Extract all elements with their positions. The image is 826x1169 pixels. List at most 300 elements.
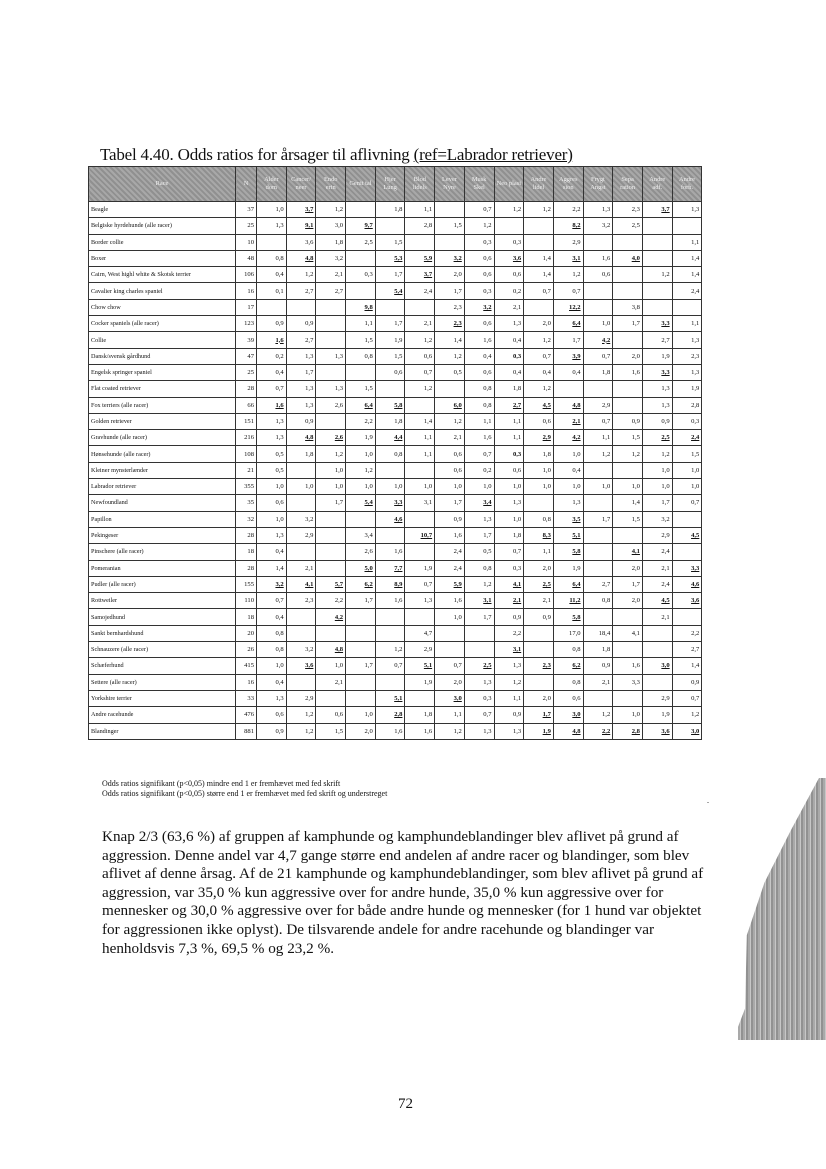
odds-cell: 1,0 bbox=[464, 479, 494, 495]
odds-cell: 0,7 bbox=[553, 283, 583, 299]
odds-cell bbox=[346, 202, 376, 218]
race-name-cell: Settere (alle racer) bbox=[89, 674, 236, 690]
odds-cell: 2,7 bbox=[316, 283, 346, 299]
odds-cell: 1,6 bbox=[583, 250, 613, 266]
count-cell: 37 bbox=[236, 202, 257, 218]
odds-cell: 8,9 bbox=[375, 576, 405, 592]
odds-cell: 0,6 bbox=[435, 462, 465, 478]
odds-cell: 0,7 bbox=[494, 544, 524, 560]
odds-cell: 0,7 bbox=[672, 690, 702, 706]
odds-cell: 3,2 bbox=[583, 218, 613, 234]
odds-cell: 2,1 bbox=[316, 267, 346, 283]
odds-cell bbox=[642, 234, 672, 250]
odds-cell: 1,4 bbox=[672, 250, 702, 266]
table-row bbox=[89, 462, 702, 478]
odds-cell: 0,3 bbox=[494, 348, 524, 364]
odds-cell: 6,2 bbox=[553, 658, 583, 674]
odds-cell: 1,0 bbox=[435, 609, 465, 625]
odds-cell bbox=[583, 495, 613, 511]
odds-cell: 2,3 bbox=[613, 202, 643, 218]
race-name-cell: Papillon bbox=[89, 511, 236, 527]
odds-cell: 2,9 bbox=[286, 527, 316, 543]
odds-cell bbox=[672, 511, 702, 527]
odds-cell: 1,0 bbox=[346, 446, 376, 462]
odds-cell: 0,6 bbox=[316, 707, 346, 723]
odds-cell: 1,6 bbox=[257, 332, 287, 348]
odds-cell: 1,8 bbox=[316, 234, 346, 250]
table-row bbox=[89, 234, 702, 250]
odds-cell: 1,2 bbox=[286, 723, 316, 739]
odds-cell: 1,5 bbox=[316, 723, 346, 739]
table-row bbox=[89, 364, 702, 380]
odds-cell: 0,6 bbox=[257, 707, 287, 723]
odds-cell: 3,2 bbox=[642, 511, 672, 527]
odds-cell: 1,3 bbox=[286, 381, 316, 397]
odds-cell bbox=[405, 299, 435, 315]
count-cell: 151 bbox=[236, 413, 257, 429]
race-name-cell: Engelsk springer spaniel bbox=[89, 364, 236, 380]
odds-cell bbox=[346, 625, 376, 641]
odds-cell: 1,3 bbox=[405, 593, 435, 609]
odds-cell: 1,3 bbox=[672, 364, 702, 380]
odds-cell: 1,0 bbox=[553, 479, 583, 495]
odds-cell: 2,9 bbox=[524, 430, 554, 446]
odds-cell: 0,7 bbox=[405, 364, 435, 380]
odds-cell: 4,5 bbox=[642, 593, 672, 609]
table-row bbox=[89, 576, 702, 592]
count-cell: 155 bbox=[236, 576, 257, 592]
odds-cell: 0,3 bbox=[672, 413, 702, 429]
odds-cell: 2,1 bbox=[583, 674, 613, 690]
odds-cell: 9,1 bbox=[286, 218, 316, 234]
odds-cell: 5,0 bbox=[346, 560, 376, 576]
odds-cell bbox=[583, 609, 613, 625]
odds-cell: 1,8 bbox=[494, 527, 524, 543]
odds-cell: 1,8 bbox=[583, 364, 613, 380]
odds-cell: 1,7 bbox=[583, 511, 613, 527]
odds-cell: 0,3 bbox=[494, 446, 524, 462]
odds-cell: 3,7 bbox=[286, 202, 316, 218]
odds-cell: 1,7 bbox=[613, 316, 643, 332]
race-name-cell: Hønsehunde (alle racer) bbox=[89, 446, 236, 462]
odds-cell: 1,6 bbox=[464, 332, 494, 348]
odds-cell: 2,7 bbox=[672, 642, 702, 658]
odds-cell: 0,2 bbox=[494, 283, 524, 299]
table-row bbox=[89, 560, 702, 576]
odds-cell bbox=[286, 609, 316, 625]
odds-cell: 1,3 bbox=[464, 511, 494, 527]
odds-cell: 1,0 bbox=[316, 658, 346, 674]
odds-cell bbox=[375, 462, 405, 478]
odds-cell: 6,0 bbox=[435, 397, 465, 413]
odds-cell: 3,2 bbox=[286, 511, 316, 527]
odds-cell: 1,2 bbox=[435, 413, 465, 429]
odds-cell: 1,0 bbox=[672, 462, 702, 478]
odds-cell bbox=[524, 495, 554, 511]
odds-cell bbox=[435, 625, 465, 641]
count-cell: 25 bbox=[236, 218, 257, 234]
odds-cell: 2,5 bbox=[346, 234, 376, 250]
odds-cell: 4,8 bbox=[553, 397, 583, 413]
count-cell: 881 bbox=[236, 723, 257, 739]
odds-cell: 2,6 bbox=[316, 397, 346, 413]
odds-cell: 2,1 bbox=[316, 674, 346, 690]
odds-cell: 0,9 bbox=[672, 674, 702, 690]
odds-cell bbox=[613, 462, 643, 478]
odds-cell: 0,5 bbox=[464, 544, 494, 560]
table-row bbox=[89, 723, 702, 739]
odds-cell: 2,1 bbox=[286, 560, 316, 576]
odds-cell: 2,1 bbox=[494, 299, 524, 315]
odds-cell: 1,1 bbox=[435, 707, 465, 723]
odds-cell: 1,5 bbox=[375, 348, 405, 364]
odds-cell: 0,6 bbox=[464, 364, 494, 380]
odds-cell: 1,2 bbox=[642, 267, 672, 283]
race-name-cell: Labrador retriever bbox=[89, 479, 236, 495]
odds-cell: 2,2 bbox=[553, 202, 583, 218]
odds-cell: 0,9 bbox=[642, 413, 672, 429]
odds-cell: 1,2 bbox=[405, 381, 435, 397]
odds-cell: 0,2 bbox=[464, 462, 494, 478]
odds-cell: 1,4 bbox=[405, 413, 435, 429]
odds-cell: 1,9 bbox=[375, 332, 405, 348]
odds-cell: 5,3 bbox=[375, 250, 405, 266]
odds-cell bbox=[613, 332, 643, 348]
odds-cell: 1,7 bbox=[346, 658, 376, 674]
odds-cell: 0,8 bbox=[257, 250, 287, 266]
odds-cell: 3,2 bbox=[435, 250, 465, 266]
odds-cell: 1,9 bbox=[553, 560, 583, 576]
odds-cell bbox=[316, 299, 346, 315]
odds-cell: 4,5 bbox=[524, 397, 554, 413]
odds-cell: 2,2 bbox=[346, 413, 376, 429]
column-header: Hjer Lung bbox=[375, 167, 405, 202]
odds-cell: 2,4 bbox=[435, 560, 465, 576]
odds-cell: 6,2 bbox=[346, 576, 376, 592]
odds-cell: 0,7 bbox=[583, 413, 613, 429]
odds-cell: 1,2 bbox=[553, 267, 583, 283]
odds-cell: 2,5 bbox=[524, 576, 554, 592]
odds-cell: 0,6 bbox=[405, 348, 435, 364]
odds-cell bbox=[346, 283, 376, 299]
odds-cell: 1,2 bbox=[346, 462, 376, 478]
table-row bbox=[89, 609, 702, 625]
table-row bbox=[89, 495, 702, 511]
odds-cell: 3,0 bbox=[316, 218, 346, 234]
odds-cell: 0,3 bbox=[346, 267, 376, 283]
race-name-cell: Rottweiler bbox=[89, 593, 236, 609]
odds-cell bbox=[346, 674, 376, 690]
odds-cell: 1,9 bbox=[405, 560, 435, 576]
odds-cell: 2,4 bbox=[672, 430, 702, 446]
odds-cell: 4,8 bbox=[316, 642, 346, 658]
odds-cell: 2,1 bbox=[405, 316, 435, 332]
odds-cell: 0,9 bbox=[286, 413, 316, 429]
count-cell: 32 bbox=[236, 511, 257, 527]
odds-cell bbox=[553, 381, 583, 397]
odds-cell: 1,1 bbox=[405, 202, 435, 218]
odds-cell: 5,4 bbox=[375, 283, 405, 299]
odds-cell: 1,8 bbox=[405, 707, 435, 723]
odds-cell: 5,9 bbox=[405, 250, 435, 266]
odds-cell bbox=[642, 625, 672, 641]
odds-cell bbox=[672, 299, 702, 315]
column-header: N bbox=[236, 167, 257, 202]
odds-cell: 1,8 bbox=[524, 446, 554, 462]
odds-cell: 1,1 bbox=[405, 430, 435, 446]
odds-cell: 1,7 bbox=[435, 495, 465, 511]
odds-cell: 2,3 bbox=[524, 658, 554, 674]
odds-cell bbox=[316, 332, 346, 348]
table-body bbox=[89, 202, 702, 740]
column-header: Andre lidel bbox=[524, 167, 554, 202]
odds-cell bbox=[286, 299, 316, 315]
odds-cell: 1,3 bbox=[257, 413, 287, 429]
odds-cell: 4,6 bbox=[375, 511, 405, 527]
table-row bbox=[89, 299, 702, 315]
column-header: Cancer/ neer bbox=[286, 167, 316, 202]
odds-cell: 0,9 bbox=[494, 707, 524, 723]
count-cell: 415 bbox=[236, 658, 257, 674]
odds-cell bbox=[346, 609, 376, 625]
odds-cell bbox=[346, 250, 376, 266]
table-row bbox=[89, 348, 702, 364]
odds-cell: 0,8 bbox=[464, 560, 494, 576]
odds-cell: 2,0 bbox=[524, 690, 554, 706]
odds-cell bbox=[316, 511, 346, 527]
odds-cell bbox=[583, 560, 613, 576]
odds-cell: 1,3 bbox=[316, 381, 346, 397]
odds-cell bbox=[583, 299, 613, 315]
odds-cell: 1,3 bbox=[583, 202, 613, 218]
odds-cell: 3,3 bbox=[613, 674, 643, 690]
odds-cell: 0,7 bbox=[464, 202, 494, 218]
odds-cell: 1,2 bbox=[464, 218, 494, 234]
odds-cell bbox=[613, 609, 643, 625]
count-cell: 28 bbox=[236, 527, 257, 543]
odds-cell: 1,9 bbox=[642, 348, 672, 364]
odds-cell: 1,2 bbox=[316, 446, 346, 462]
odds-cell: 3,0 bbox=[435, 690, 465, 706]
column-header: Andre adf. bbox=[642, 167, 672, 202]
odds-cell: 1,3 bbox=[257, 218, 287, 234]
odds-cell bbox=[405, 234, 435, 250]
odds-cell: 2,8 bbox=[405, 218, 435, 234]
odds-cell bbox=[524, 299, 554, 315]
odds-cell: 3,4 bbox=[346, 527, 376, 543]
odds-cell: 1,0 bbox=[642, 479, 672, 495]
odds-cell: 1,7 bbox=[375, 316, 405, 332]
odds-cell bbox=[583, 544, 613, 560]
odds-cell bbox=[613, 234, 643, 250]
column-header: Race bbox=[89, 167, 236, 202]
table-row bbox=[89, 527, 702, 543]
odds-cell: 3,8 bbox=[613, 299, 643, 315]
odds-cell: 0,8 bbox=[257, 625, 287, 641]
count-cell: 18 bbox=[236, 609, 257, 625]
odds-cell: 0,7 bbox=[257, 381, 287, 397]
count-cell: 35 bbox=[236, 495, 257, 511]
odds-cell bbox=[642, 250, 672, 266]
table-row bbox=[89, 690, 702, 706]
odds-cell: 1,3 bbox=[553, 495, 583, 511]
odds-cell: 5,9 bbox=[435, 576, 465, 592]
odds-cell: 3,1 bbox=[464, 593, 494, 609]
count-cell: 10 bbox=[236, 234, 257, 250]
count-cell: 66 bbox=[236, 397, 257, 413]
odds-cell: 1,6 bbox=[375, 544, 405, 560]
odds-cell: 0,6 bbox=[375, 364, 405, 380]
race-name-cell: Belgiske hyrdehunde (alle racer) bbox=[89, 218, 236, 234]
odds-cell: 0,2 bbox=[257, 348, 287, 364]
table-row bbox=[89, 430, 702, 446]
odds-cell: 0,6 bbox=[494, 462, 524, 478]
odds-cell: 0,5 bbox=[257, 446, 287, 462]
odds-cell: 1,3 bbox=[494, 495, 524, 511]
table-row bbox=[89, 707, 702, 723]
odds-cell: 2,7 bbox=[642, 332, 672, 348]
odds-cell: 1,0 bbox=[257, 202, 287, 218]
odds-cell bbox=[375, 381, 405, 397]
count-cell: 123 bbox=[236, 316, 257, 332]
odds-cell: 1,2 bbox=[642, 446, 672, 462]
odds-cell: 2,2 bbox=[494, 625, 524, 641]
race-name-cell: Kleiner mynsterlænder bbox=[89, 462, 236, 478]
odds-cell: 2,7 bbox=[286, 283, 316, 299]
race-name-cell: Collie bbox=[89, 332, 236, 348]
odds-cell: 1,4 bbox=[672, 658, 702, 674]
count-cell: 106 bbox=[236, 267, 257, 283]
odds-cell bbox=[257, 299, 287, 315]
odds-cell: 0,9 bbox=[613, 413, 643, 429]
race-name-cell: Pekingeser bbox=[89, 527, 236, 543]
odds-cell bbox=[583, 527, 613, 543]
race-name-cell: Blandinger bbox=[89, 723, 236, 739]
column-header: Blod lidels bbox=[405, 167, 435, 202]
odds-cell: 0,8 bbox=[346, 348, 376, 364]
odds-cell: 3,9 bbox=[553, 348, 583, 364]
race-name-cell: Border collie bbox=[89, 234, 236, 250]
odds-cell: 2,2 bbox=[583, 723, 613, 739]
odds-cell: 1,4 bbox=[435, 332, 465, 348]
odds-cell: 2,7 bbox=[494, 397, 524, 413]
odds-cell: 1,0 bbox=[672, 479, 702, 495]
table-notes bbox=[102, 779, 387, 799]
odds-cell: 2,1 bbox=[642, 560, 672, 576]
odds-cell bbox=[286, 462, 316, 478]
odds-cell: 1,7 bbox=[464, 609, 494, 625]
odds-cell: 1,3 bbox=[494, 316, 524, 332]
odds-cell bbox=[316, 544, 346, 560]
odds-cell bbox=[435, 642, 465, 658]
odds-cell bbox=[642, 283, 672, 299]
odds-cell: 4,6 bbox=[672, 576, 702, 592]
odds-cell: 3,2 bbox=[257, 576, 287, 592]
odds-cell: 1,3 bbox=[464, 674, 494, 690]
odds-cell: 0,9 bbox=[494, 609, 524, 625]
odds-cell: 1,6 bbox=[464, 430, 494, 446]
odds-cell: 0,7 bbox=[405, 576, 435, 592]
odds-cell: 1,1 bbox=[494, 430, 524, 446]
race-name-cell: Schnauzere (alle racer) bbox=[89, 642, 236, 658]
odds-cell: 4,2 bbox=[583, 332, 613, 348]
odds-cell bbox=[464, 625, 494, 641]
count-cell: 25 bbox=[236, 364, 257, 380]
count-cell: 21 bbox=[236, 462, 257, 478]
odds-cell: 2,6 bbox=[316, 430, 346, 446]
odds-cell: 1,6 bbox=[435, 593, 465, 609]
odds-cell: 1,6 bbox=[613, 658, 643, 674]
odds-cell: 0,8 bbox=[553, 642, 583, 658]
odds-cell: 1,0 bbox=[494, 511, 524, 527]
odds-cell: 3,6 bbox=[494, 250, 524, 266]
odds-cell: 0,4 bbox=[257, 364, 287, 380]
odds-cell: 1,7 bbox=[524, 707, 554, 723]
odds-cell: 0,9 bbox=[257, 723, 287, 739]
odds-cell: 3,6 bbox=[286, 658, 316, 674]
odds-cell: 2,5 bbox=[464, 658, 494, 674]
odds-cell: 9,7 bbox=[346, 218, 376, 234]
count-cell: 39 bbox=[236, 332, 257, 348]
note-greater-than-one: Odds ratios signifikant (p<0,05) større end 1 er fremhævet med fed skrift og understreget bbox=[102, 789, 388, 798]
odds-cell: 0,4 bbox=[257, 544, 287, 560]
odds-cell: 0,3 bbox=[494, 560, 524, 576]
column-header: Frygt Angst bbox=[583, 167, 613, 202]
race-name-cell: Cairn, West highl white & Skotsk terrier bbox=[89, 267, 236, 283]
odds-cell bbox=[435, 202, 465, 218]
count-cell: 476 bbox=[236, 707, 257, 723]
odds-cell bbox=[642, 642, 672, 658]
odds-cell: 4,8 bbox=[286, 250, 316, 266]
odds-cell bbox=[316, 413, 346, 429]
odds-cell: 1,0 bbox=[257, 479, 287, 495]
odds-cell: 4,1 bbox=[613, 544, 643, 560]
odds-cell bbox=[286, 625, 316, 641]
table-row bbox=[89, 283, 702, 299]
odds-cell: 1,0 bbox=[346, 479, 376, 495]
odds-cell bbox=[583, 381, 613, 397]
odds-cell: 2,5 bbox=[642, 430, 672, 446]
odds-cell: 1,2 bbox=[613, 446, 643, 462]
race-name-cell: Samojedhund bbox=[89, 609, 236, 625]
odds-cell: 0,5 bbox=[435, 364, 465, 380]
odds-cell bbox=[642, 299, 672, 315]
odds-cell: 2,2 bbox=[672, 625, 702, 641]
odds-cell: 1,2 bbox=[435, 348, 465, 364]
odds-cell: 3,6 bbox=[286, 234, 316, 250]
table-row bbox=[89, 267, 702, 283]
odds-cell bbox=[375, 674, 405, 690]
odds-cell: 1,2 bbox=[464, 576, 494, 592]
odds-cell: 1,3 bbox=[464, 723, 494, 739]
odds-cell: 1,4 bbox=[524, 267, 554, 283]
odds-cell: 2,0 bbox=[613, 348, 643, 364]
table-row bbox=[89, 218, 702, 234]
odds-cell: 1,0 bbox=[583, 316, 613, 332]
odds-cell: 1,0 bbox=[435, 479, 465, 495]
odds-cell: 3,2 bbox=[316, 250, 346, 266]
table-row bbox=[89, 332, 702, 348]
count-cell: 355 bbox=[236, 479, 257, 495]
odds-cell: 2,1 bbox=[553, 413, 583, 429]
race-name-cell: Dansk/svensk gårdhund bbox=[89, 348, 236, 364]
odds-cell: 1,9 bbox=[672, 381, 702, 397]
odds-cell: 1,9 bbox=[346, 430, 376, 446]
odds-cell bbox=[286, 495, 316, 511]
odds-cell: 0,4 bbox=[257, 674, 287, 690]
odds-cell bbox=[672, 609, 702, 625]
odds-cell: 1,5 bbox=[613, 430, 643, 446]
